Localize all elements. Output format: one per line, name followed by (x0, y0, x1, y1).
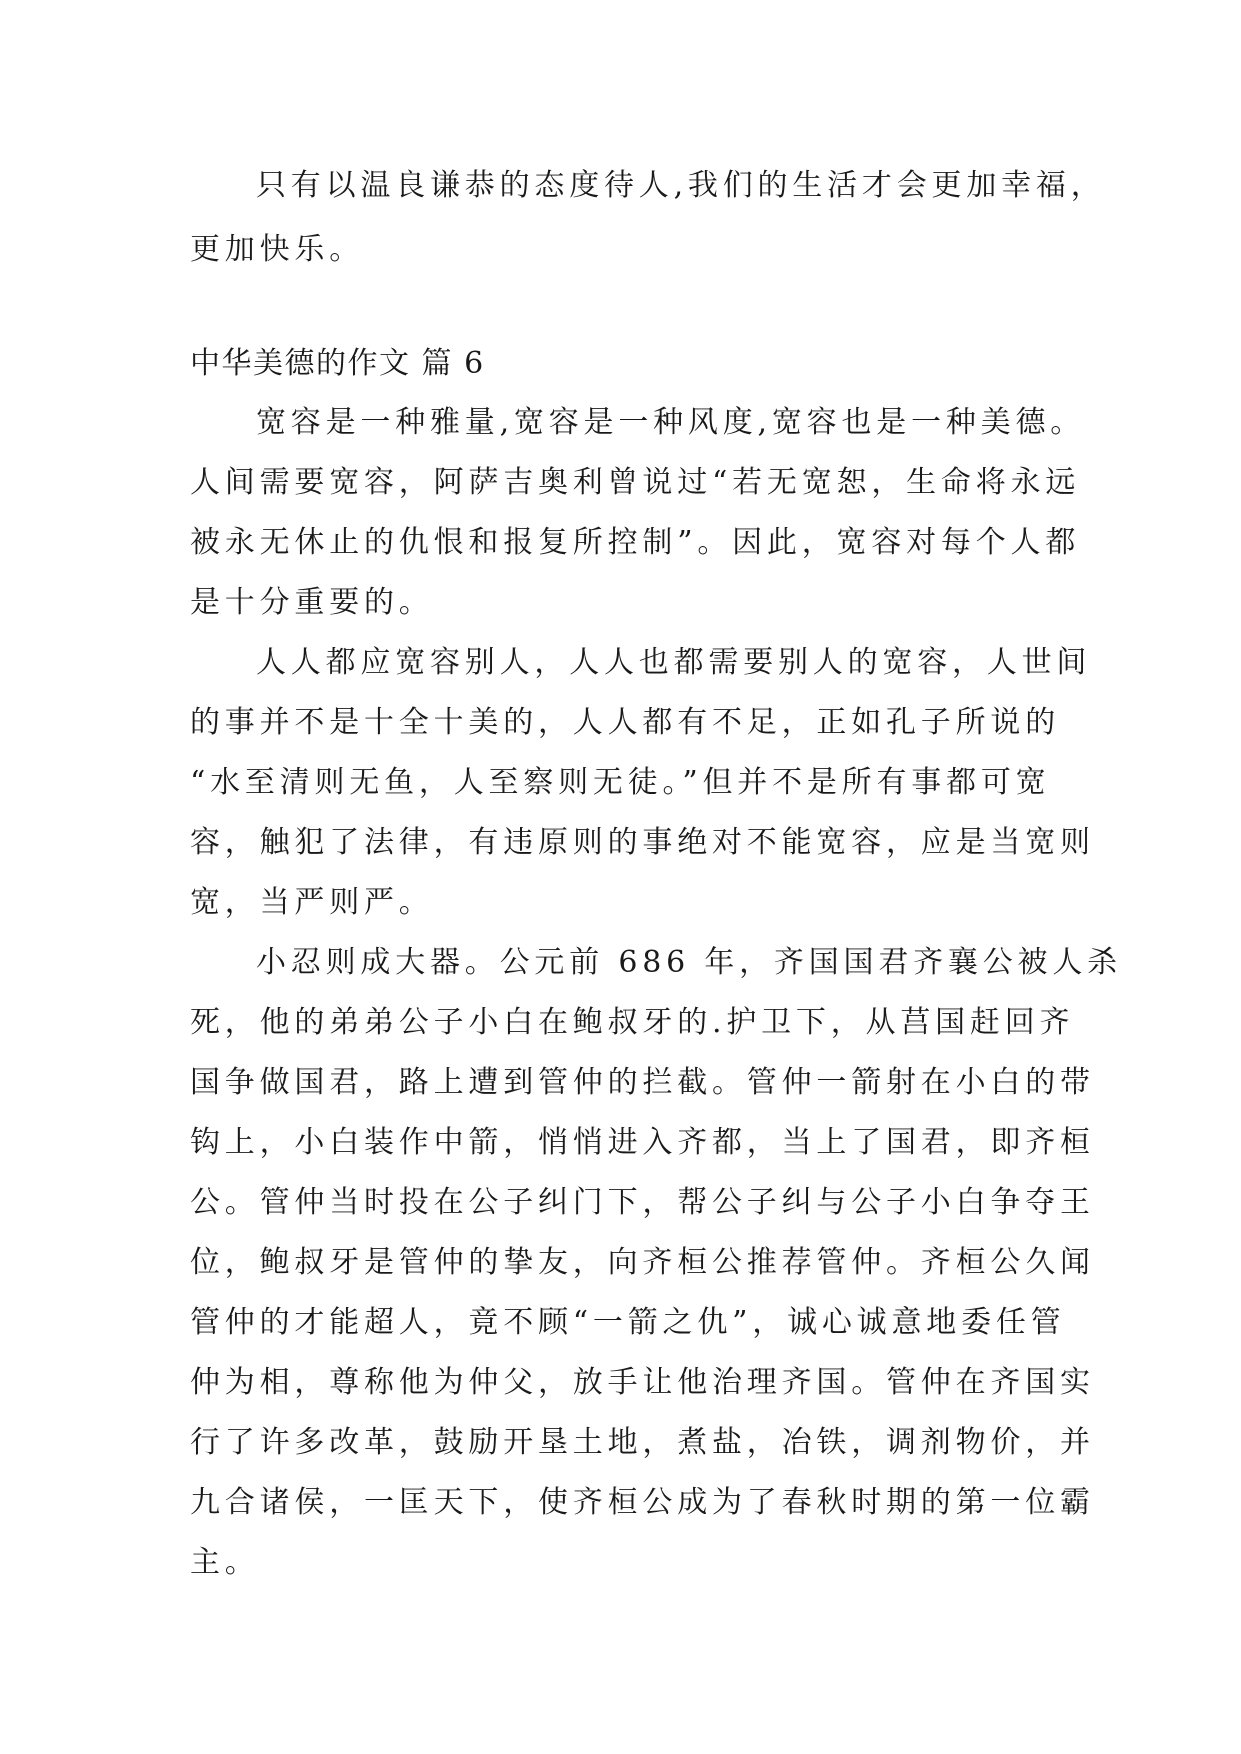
p1-line-3: 被永无休止的仇恨和报复所控制”。因此，宽容对每个人都 (190, 525, 1081, 560)
p3-line-11: 主。 (190, 1545, 260, 1580)
p3-line-5: 公。管仲当时投在公子纠门下，帮公子纠与公子小白争夺王 (190, 1185, 1095, 1220)
p3-line-10: 九合诸侯，一匡天下，使齐桓公成为了春秋时期的第一位霸 (190, 1485, 1095, 1520)
p2-line-1: 人人都应宽容别人，人人也都需要别人的宽容，人世间 (256, 645, 1092, 680)
p1-line-1: 宽容是一种雅量,宽容是一种风度,宽容也是一种美德。 (256, 405, 1086, 440)
p2-line-2: 的事并不是十全十美的，人人都有不足，正如孔子所说的 (190, 705, 1060, 740)
section-title: 中华美德的作文 篇 6 (190, 346, 485, 381)
intro-line-2: 更加快乐。 (190, 232, 364, 267)
p3-line-4: 钩上，小白装作中箭，悄悄进入齐都，当上了国君，即齐桓 (190, 1125, 1095, 1160)
p2-line-5: 宽，当严则严。 (190, 885, 434, 920)
p3-line-9: 行了许多改革，鼓励开垦土地，煮盐，冶铁，调剂物价，并 (190, 1425, 1095, 1460)
p3-line-8: 仲为相，尊称他为仲父，放手让他治理齐国。管仲在齐国实 (190, 1365, 1095, 1400)
p3-line-3: 国争做国君，路上遭到管仲的拦截。管仲一箭射在小白的带 (190, 1065, 1095, 1100)
p3-line-1: 小忍则成大器。公元前 686 年，齐国国君齐襄公被人杀 (256, 945, 1122, 980)
p1-line-4: 是十分重要的。 (190, 585, 434, 620)
p1-line-2: 人间需要宽容，阿萨吉奥利曾说过“若无宽恕，生命将永远 (190, 465, 1081, 500)
p3-line-6: 位，鲍叔牙是管仲的挚友，向齐桓公推荐管仲。齐桓公久闻 (190, 1245, 1095, 1280)
p2-line-4: 容，触犯了法律，有违原则的事绝对不能宽容，应是当宽则 (190, 825, 1095, 860)
p2-line-3: “水至清则无鱼，人至察则无徒。”但并不是所有事都可宽 (190, 765, 1051, 800)
intro-line-1: 只有以温良谦恭的态度待人,我们的生活才会更加幸福， (256, 168, 1106, 203)
p3-line-7: 管仲的才能超人，竟不顾“一箭之仇”，诚心诚意地委任管 (190, 1305, 1066, 1340)
p3-line-2: 死，他的弟弟公子小白在鲍叔牙的.护卫下，从莒国赶回齐 (190, 1005, 1075, 1040)
